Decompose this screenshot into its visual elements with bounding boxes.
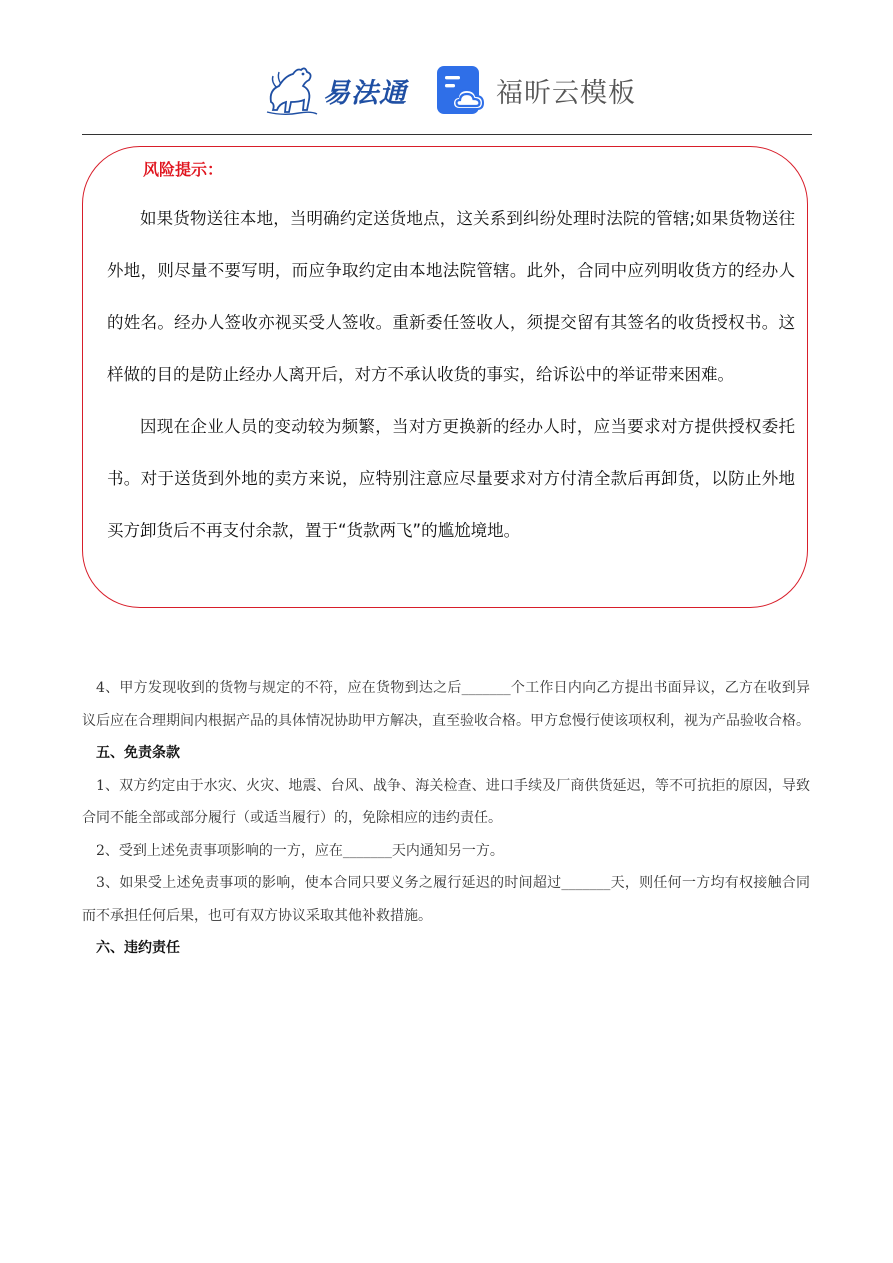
risk-title: 风险提示： xyxy=(143,160,224,179)
yifatong-logo xyxy=(263,62,407,118)
risk-text xyxy=(107,193,795,557)
section-5-title: 五、免责条款 xyxy=(96,745,180,761)
page-header xyxy=(0,62,893,122)
clause-5-1: 1、双方约定由于水灾、火灾、地震、台风、战争、海关检查、进口手续及厂商供货延迟，等不可抗拒的原因，导致合同不能全部或部分履行（或适当履行）的，免除相应的违约责任。 xyxy=(82,777,810,826)
foxit-cloud-template-logo xyxy=(436,64,636,116)
section-6-title: 六、违约责任 xyxy=(96,940,180,956)
logo-left-text: 易法通 xyxy=(323,77,407,109)
cloud-document-icon xyxy=(436,65,486,115)
header-divider xyxy=(82,134,812,135)
contract-body xyxy=(82,672,810,965)
logo-right-text: 福昕云模板 xyxy=(496,77,636,109)
risk-paragraph: 因现在企业人员的变动较为频繁，当对方更换新的经办人时，应当要求对方提供授权委托书。对于送货到外地的卖方来说，应特别注意应尽量要求对方付清全款后再卸货，以防止外地买方卸货后不再支付余款，置于“货款两飞”的尴尬境地。 xyxy=(107,417,795,540)
clause-5-3: 3、如果受上述免责事项的影响，使本合同只要义务之履行延迟的时间超过_______天，则任何一方均有权接触合同而不承担任何后果，也可有双方协议采取其他补救措施。 xyxy=(82,875,810,924)
risk-paragraph: 如果货物送往本地，当明确约定送货地点，这关系到纠纷处理时法院的管辖;如果货物送往外地，则尽量不要写明，而应争取约定由本地法院管辖。此外，合同中应列明收货方的经办人的姓名。经办人签收亦视买受人签收。重新委任签收人，须提交留有其签名的收货授权书。这样做的目的是防止经办人离开后，对方不承认收货的事实，给诉讼中的举证带来困难。 xyxy=(107,209,795,384)
clause-5-2: 2、受到上述免责事项影响的一方，应在_______天内通知另一方。 xyxy=(96,842,504,859)
qilin-horse-icon xyxy=(263,62,321,118)
clause-4-1: 4、甲方发现收到的货物与规定的不符，应在货物到达之后_______个工作日内向乙方提出书面异议，乙方在收到异议后应在合理期间内根据产品的具体情况协助甲方解决，直至验收合格。甲方怠慢行使该项权利，视为产品验收合格。 xyxy=(82,680,810,729)
